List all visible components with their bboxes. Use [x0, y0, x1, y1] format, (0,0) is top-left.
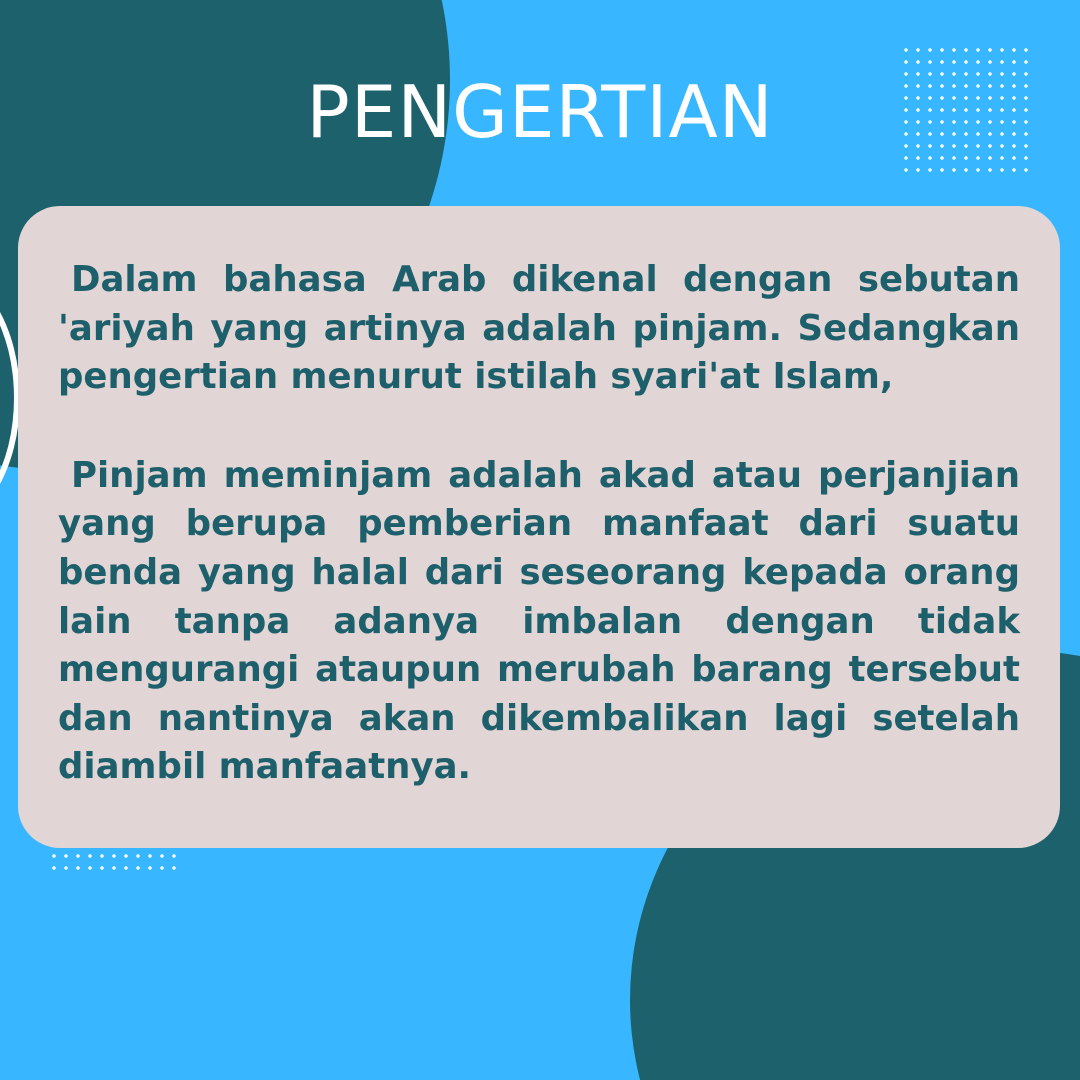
paragraph-definition-term: Pinjam meminjam adalah akad atau perjanjian yang berupa pemberian manfaat dari suatu benda yang halal dari seseorang kepada orang lain tanpa adanya imbalan dengan tidak mengurangi ataupun merubah barang tersebut dan nantinya akan dikembalikan lagi setelah diambil manfaatnya. — [58, 454, 1020, 788]
paragraph-spacer — [58, 402, 1020, 452]
paragraph-definition-intro: Dalam bahasa Arab dikenal dengan sebutan 'ariyah yang artinya adalah pinjam. Sedangkan pengertian menurut istilah syari'at Islam, — [58, 259, 1020, 398]
content-card — [18, 206, 1060, 848]
page-title: PENGERTIAN — [306, 70, 774, 154]
dot-pattern-bottom-left — [48, 850, 180, 872]
